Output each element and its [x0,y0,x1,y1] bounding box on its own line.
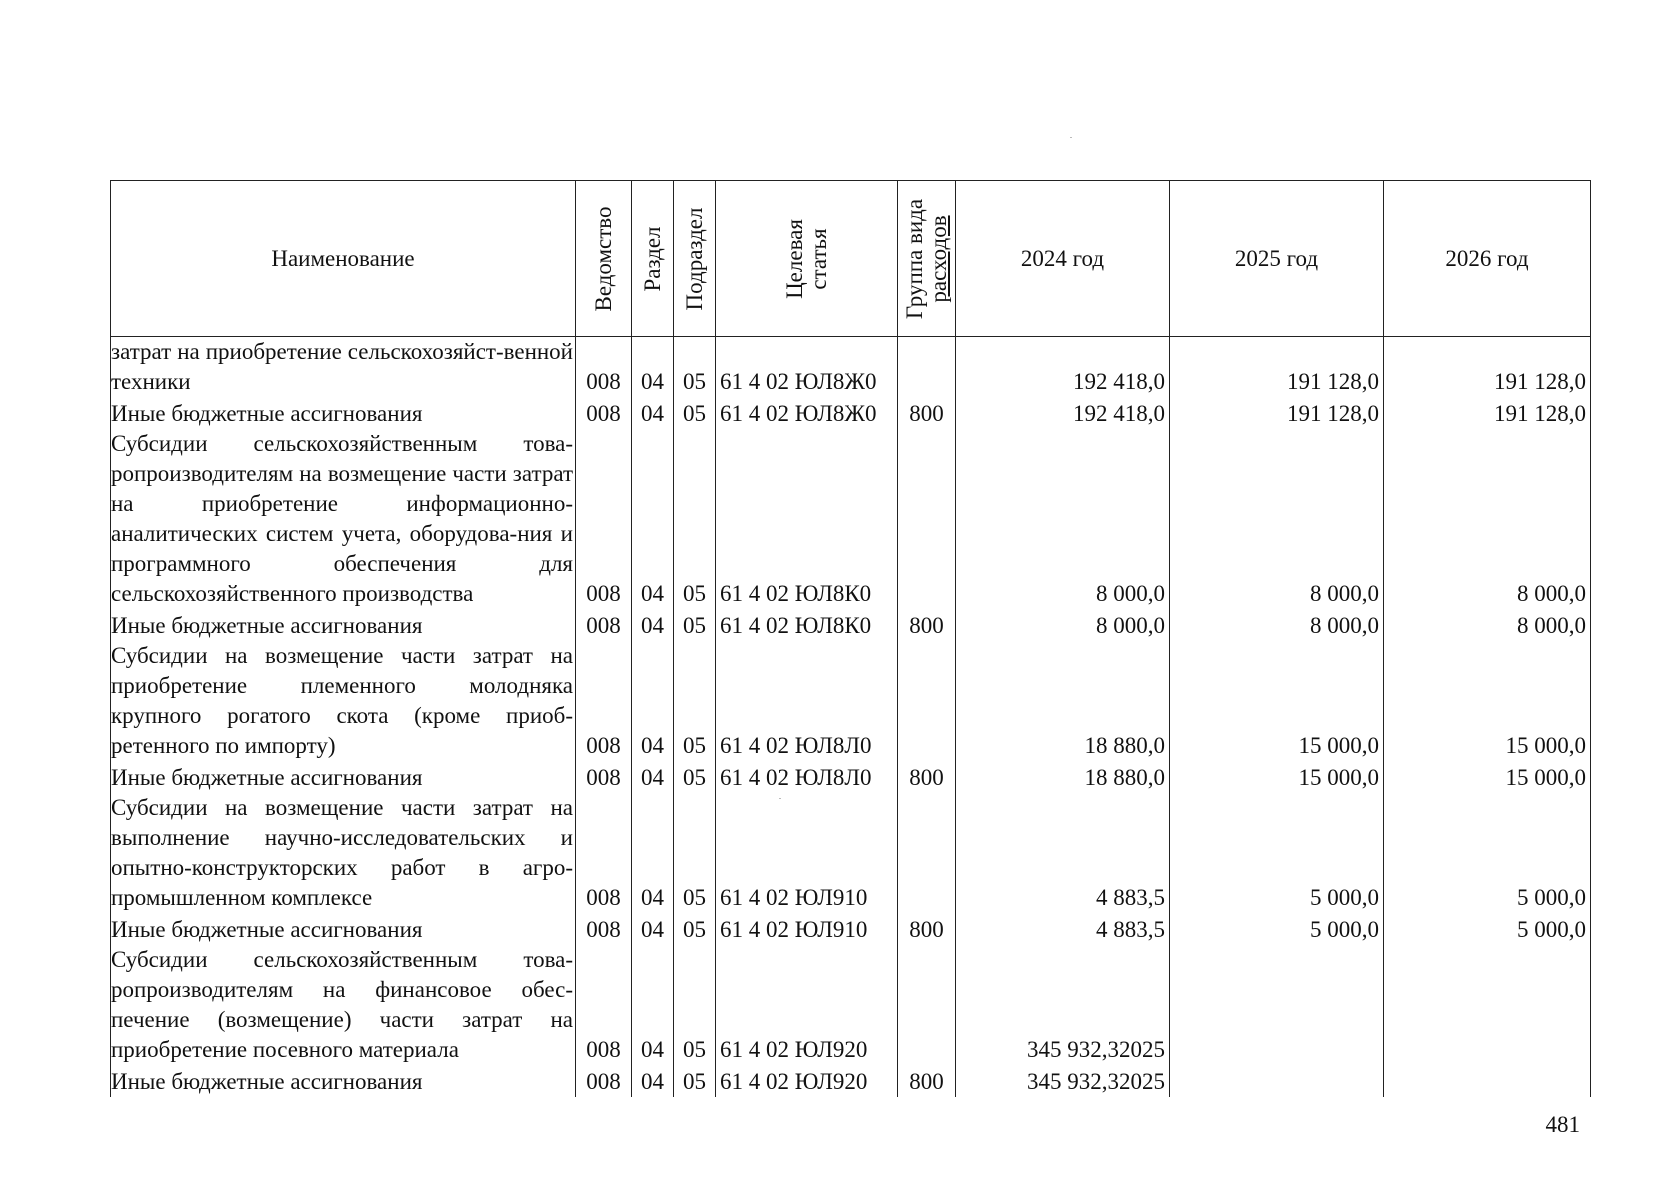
header-dept: Ведомство [576,181,632,337]
row-section: 04 [632,337,674,398]
row-name: Иные бюджетные ассигнования [111,913,576,945]
header-name: Наименование [111,181,576,337]
row-dept: 008 [576,793,632,913]
row-section: 04 [632,397,674,429]
table-row [111,793,1591,913]
header-target-article: Целевая статья [716,181,898,337]
row-dept: 008 [576,429,632,609]
row-amount-2025: 191 128,0 [1170,397,1384,429]
row-expense-group [898,945,956,1065]
row-amount-2024: 4 883,5 [956,913,1170,945]
row-amount-2026: 15 000,0 [1384,641,1591,761]
table-row [111,913,1591,945]
row-amount-2026: 15 000,0 [1384,761,1591,793]
row-section: 04 [632,761,674,793]
row-expense-group: 800 [898,761,956,793]
row-name: Иные бюджетные ассигнования [111,761,576,793]
table-row [111,945,1591,1065]
row-amount-2025: 15 000,0 [1170,641,1384,761]
row-section: 04 [632,609,674,641]
row-dept: 008 [576,609,632,641]
row-expense-group [898,429,956,609]
row-amount-2025: 8 000,0 [1170,429,1384,609]
row-subsection: 05 [674,1065,716,1097]
table-row [111,641,1591,761]
scan-speck [779,798,781,799]
row-expense-group: 800 [898,609,956,641]
row-section: 04 [632,1065,674,1097]
row-amount-2024: 18 880,0 [956,761,1170,793]
row-name: Субсидии на возмещение части затрат на выполнение научно-исследовательских и опытно-конструкторских работ в агро-промышленном комплексе [111,793,576,913]
row-amount-2024: 345 932,32025 [956,945,1170,1065]
header-2026: 2026 год [1384,181,1591,337]
row-amount-2024: 192 418,0 [956,337,1170,398]
row-expense-group [898,337,956,398]
row-amount-2024: 8 000,0 [956,609,1170,641]
row-subsection: 05 [674,609,716,641]
scan-speck [1070,137,1072,138]
row-amount-2025: 8 000,0 [1170,609,1384,641]
table-row [111,609,1591,641]
row-name: Иные бюджетные ассигнования [111,1065,576,1097]
budget-table [110,180,1591,1097]
row-section: 04 [632,793,674,913]
header-expense-group: Группа вида расходов [898,181,956,337]
row-dept: 008 [576,761,632,793]
row-amount-2025 [1170,1065,1384,1097]
row-expense-group: 800 [898,913,956,945]
row-expense-group: 800 [898,1065,956,1097]
row-name: затрат на приобретение сельскохозяйст-венной техники [111,337,576,398]
header-section: Раздел [632,181,674,337]
row-amount-2026: 5 000,0 [1384,913,1591,945]
row-dept: 008 [576,641,632,761]
row-subsection: 05 [674,337,716,398]
row-target-article: 61 4 02 ЮЛ910 [716,913,898,945]
row-amount-2025 [1170,945,1384,1065]
row-dept: 008 [576,397,632,429]
row-amount-2026: 5 000,0 [1384,793,1591,913]
row-amount-2026 [1384,945,1591,1065]
row-name: Субсидии сельскохозяйственным това-ропроизводителям на возмещение части затрат на приобретение информационно-аналитических систем учета, оборудова-ния и программного обеспечения для сельскохозяйственного производства [111,429,576,609]
row-name: Субсидии сельскохозяйственным това-ропроизводителям на финансовое обес-печение (возмещение) части затрат на приобретение посевного материала [111,945,576,1065]
row-target-article: 61 4 02 ЮЛ8К0 [716,609,898,641]
row-amount-2025: 191 128,0 [1170,337,1384,398]
row-name: Иные бюджетные ассигнования [111,397,576,429]
row-expense-group: 800 [898,397,956,429]
row-amount-2024: 345 932,32025 [956,1065,1170,1097]
row-amount-2025: 15 000,0 [1170,761,1384,793]
row-subsection: 05 [674,641,716,761]
row-target-article: 61 4 02 ЮЛ920 [716,945,898,1065]
row-amount-2026 [1384,1065,1591,1097]
table-row [111,1065,1591,1097]
row-subsection: 05 [674,945,716,1065]
row-expense-group [898,641,956,761]
table-row [111,429,1591,609]
row-amount-2025: 5 000,0 [1170,793,1384,913]
row-amount-2025: 5 000,0 [1170,913,1384,945]
row-target-article: 61 4 02 ЮЛ910 [716,793,898,913]
row-name: Иные бюджетные ассигнования [111,609,576,641]
row-subsection: 05 [674,913,716,945]
row-amount-2026: 191 128,0 [1384,397,1591,429]
table-row [111,397,1591,429]
table-row [111,337,1591,398]
row-target-article: 61 4 02 ЮЛ8Л0 [716,761,898,793]
row-subsection: 05 [674,793,716,913]
row-amount-2024: 8 000,0 [956,429,1170,609]
row-dept: 008 [576,945,632,1065]
header-subsection: Подраздел [674,181,716,337]
table-header-row [111,181,1591,337]
row-target-article: 61 4 02 ЮЛ8Ж0 [716,337,898,398]
row-dept: 008 [576,913,632,945]
row-expense-group [898,793,956,913]
row-section: 04 [632,913,674,945]
row-section: 04 [632,429,674,609]
row-name: Субсидии на возмещение части затрат на приобретение племенного молодняка крупного рогатого скота (кроме приоб-ретенного по импорту) [111,641,576,761]
row-amount-2026: 8 000,0 [1384,609,1591,641]
table-row [111,761,1591,793]
row-amount-2024: 192 418,0 [956,397,1170,429]
row-amount-2024: 4 883,5 [956,793,1170,913]
page-number: 481 [1545,1112,1580,1137]
row-target-article: 61 4 02 ЮЛ8Л0 [716,641,898,761]
row-subsection: 05 [674,397,716,429]
row-target-article: 61 4 02 ЮЛ920 [716,1065,898,1097]
row-dept: 008 [576,337,632,398]
row-amount-2026: 191 128,0 [1384,337,1591,398]
row-amount-2024: 18 880,0 [956,641,1170,761]
row-target-article: 61 4 02 ЮЛ8К0 [716,429,898,609]
row-dept: 008 [576,1065,632,1097]
row-section: 04 [632,641,674,761]
header-2025: 2025 год [1170,181,1384,337]
header-2024: 2024 год [956,181,1170,337]
row-subsection: 05 [674,761,716,793]
row-section: 04 [632,945,674,1065]
row-target-article: 61 4 02 ЮЛ8Ж0 [716,397,898,429]
row-amount-2026: 8 000,0 [1384,429,1591,609]
row-subsection: 05 [674,429,716,609]
